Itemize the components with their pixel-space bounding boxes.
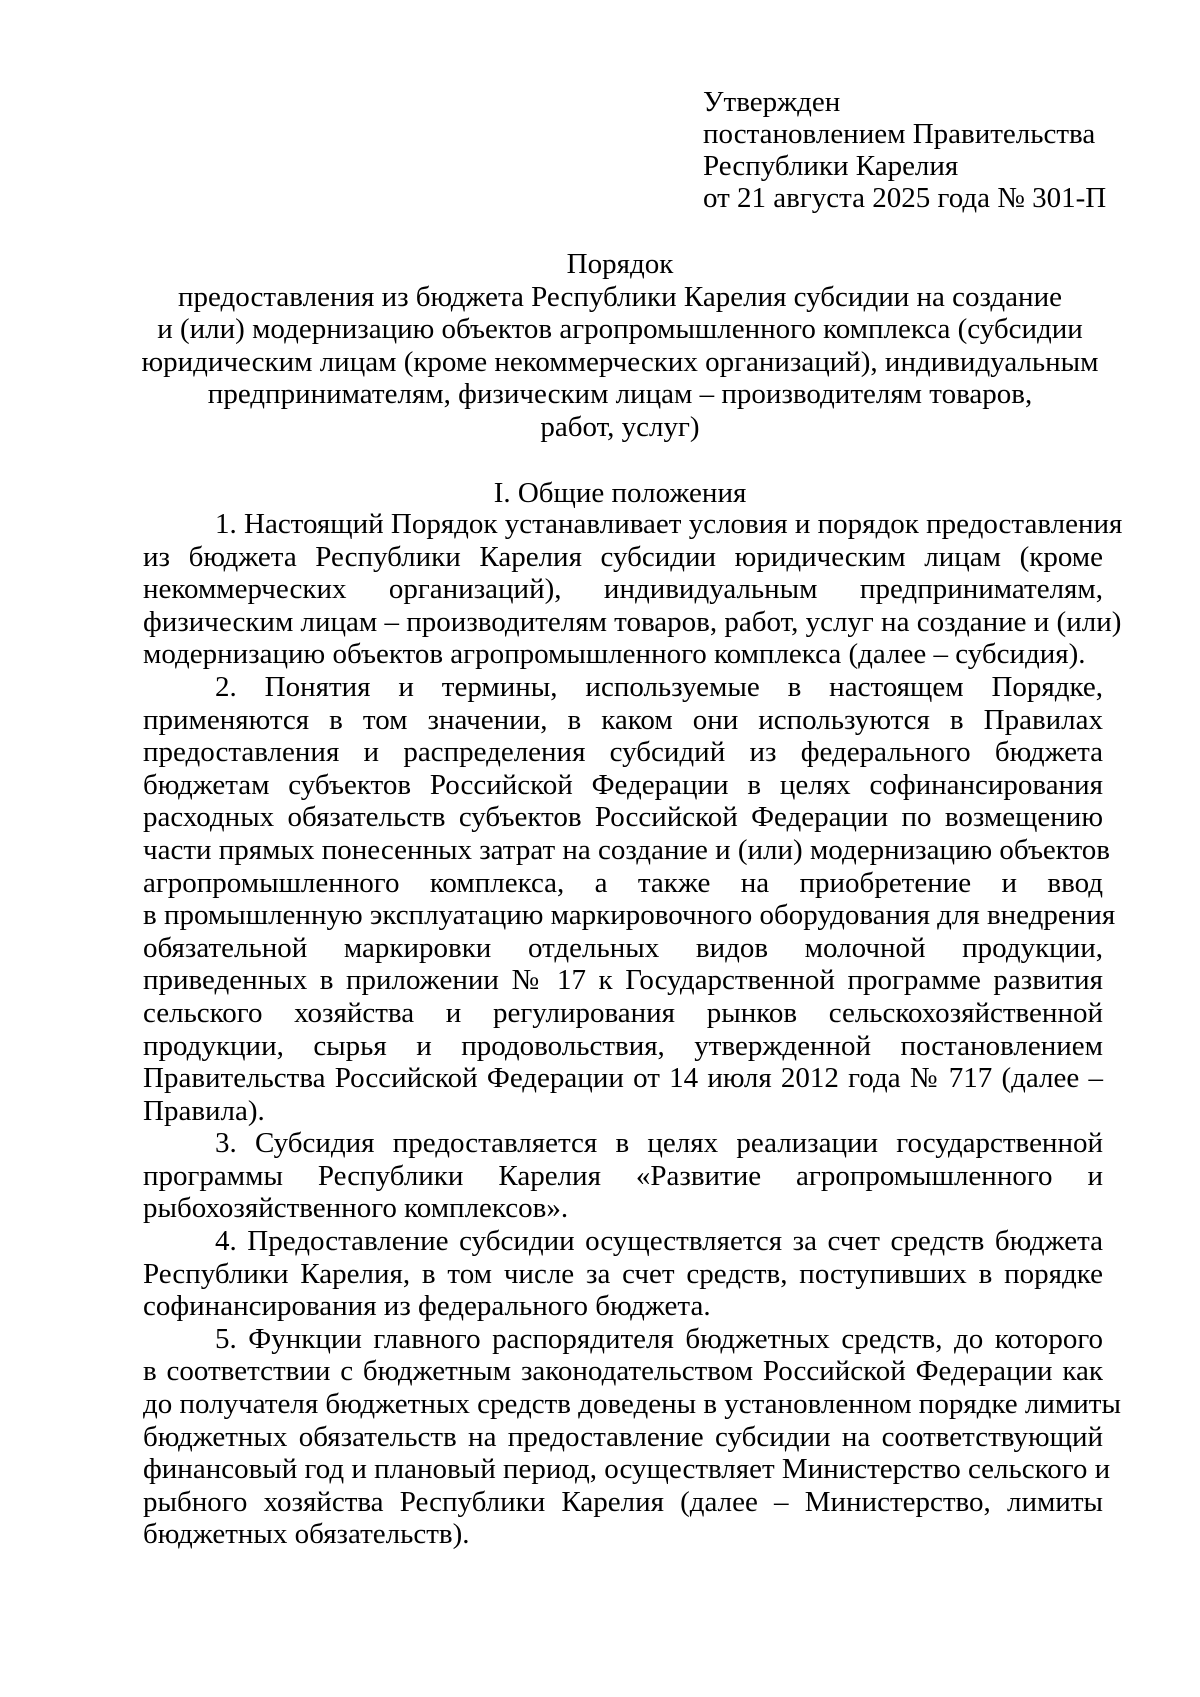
paragraph-line: физическим лицам – производителям товаров, работ, услуг на создание и (или) bbox=[143, 605, 1122, 638]
paragraph-line: продукции, сырья и продовольствия, утвержденной постановлением bbox=[143, 1029, 1103, 1062]
paragraph-line: из бюджета Республики Карелия субсидии юридическим лицам (кроме bbox=[143, 540, 1103, 573]
section-heading: I. Общие положения bbox=[493, 477, 747, 509]
paragraph-line: расходных обязательств субъектов Российской Федерации по возмещению bbox=[143, 801, 1103, 834]
paragraph-line: 4. Предоставление субсидии осуществляется за счет средств бюджета bbox=[215, 1225, 1103, 1258]
paragraph-line: программы Республики Карелия «Развитие агропромышленного и bbox=[143, 1159, 1103, 1192]
paragraph-line: до получателя бюджетных средств доведены в установленном порядке лимиты bbox=[143, 1388, 1121, 1421]
title-line: предпринимателям, физическим лицам – производителям товаров, bbox=[207, 378, 1033, 410]
paragraph-line: 2. Понятия и термины, используемые в настоящем Порядке, bbox=[215, 670, 1103, 703]
title-heading: Порядок bbox=[566, 248, 674, 280]
paragraph-line: в соответствии с бюджетным законодательством Российской Федерации как bbox=[143, 1355, 1103, 1388]
document-title bbox=[140, 248, 1100, 443]
paragraph-line: Правительства Российской Федерации от 14 июля 2012 года № 717 (далее – bbox=[143, 1062, 1103, 1095]
paragraph-line: в промышленную эксплуатацию маркировочного оборудования для внедрения bbox=[143, 899, 1116, 932]
paragraph-line: агропромышленного комплекса, а также на приобретение и ввод bbox=[143, 866, 1103, 899]
paragraph-line: 3. Субсидия предоставляется в целях реализации государственной bbox=[215, 1127, 1103, 1160]
paragraph-line: рыбного хозяйства Республики Карелия (далее – Министерство, лимиты bbox=[143, 1485, 1103, 1518]
title-line: работ, услуг) bbox=[540, 410, 700, 443]
paragraph bbox=[143, 670, 1116, 1127]
paragraph bbox=[143, 1127, 1103, 1225]
paragraph-line: Республики Карелия, в том числе за счет средств, поступивших в порядке bbox=[143, 1257, 1103, 1290]
paragraph-line: приведенных в приложении № 17 к Государственной программе развития bbox=[143, 964, 1103, 997]
paragraph bbox=[143, 1225, 1103, 1323]
paragraph-line: модернизацию объектов агропромышленного комплекса (далее – субсидия). bbox=[143, 638, 1086, 671]
approval-stamp bbox=[703, 86, 1107, 214]
paragraph-line: бюджетных обязательств на предоставление субсидии на соответствующий bbox=[143, 1420, 1103, 1453]
paragraph-line: сельского хозяйства и регулирования рынков сельскохозяйственной bbox=[143, 996, 1103, 1029]
title-line: и (или) модернизацию объектов агропромышленного комплекса (субсидии bbox=[157, 313, 1083, 345]
paragraph-line: обязательной маркировки отдельных видов молочной продукции, bbox=[143, 931, 1103, 964]
paragraph bbox=[143, 508, 1123, 671]
paragraph bbox=[143, 1322, 1121, 1551]
paragraph-line: бюджетам субъектов Российской Федерации в целях софинансирования bbox=[143, 768, 1103, 801]
paragraph-line: финансовый год и плановый период, осуществляет Министерство сельского и bbox=[143, 1453, 1111, 1486]
paragraph-line: предоставления и распределения субсидий из федерального бюджета bbox=[143, 736, 1103, 769]
paragraph-line: применяются в том значении, в каком они используются в Правилах bbox=[143, 703, 1103, 736]
title-line: юридическим лицам (кроме некоммерческих организаций), индивидуальным bbox=[141, 345, 1099, 378]
paragraph-line: 5. Функции главного распорядителя бюджетных средств, до которого bbox=[215, 1322, 1103, 1355]
paragraph-line: Правила). bbox=[143, 1094, 265, 1127]
paragraph-line: части прямых понесенных затрат на создание и (или) модернизацию объектов bbox=[143, 833, 1110, 866]
paragraph-line: 1. Настоящий Порядок устанавливает условия и порядок предоставления bbox=[215, 508, 1123, 540]
paragraph-line: бюджетных обязательств). bbox=[143, 1518, 470, 1551]
paragraph-line: рыбохозяйственного комплексов». bbox=[143, 1192, 569, 1225]
approval-line: постановлением Правительства bbox=[703, 118, 1096, 150]
approval-line: Республики Карелия bbox=[703, 150, 959, 182]
approval-line: от 21 августа 2025 года № 301-П bbox=[703, 182, 1107, 214]
document-body bbox=[143, 508, 1123, 1551]
title-line: предоставления из бюджета Республики Карелия субсидии на создание bbox=[178, 280, 1062, 313]
paragraph-line: софинансирования из федерального бюджета. bbox=[143, 1290, 711, 1323]
paragraph-line: некоммерческих организаций), индивидуальным предпринимателям, bbox=[143, 573, 1103, 606]
approval-line: Утвержден bbox=[703, 86, 841, 118]
